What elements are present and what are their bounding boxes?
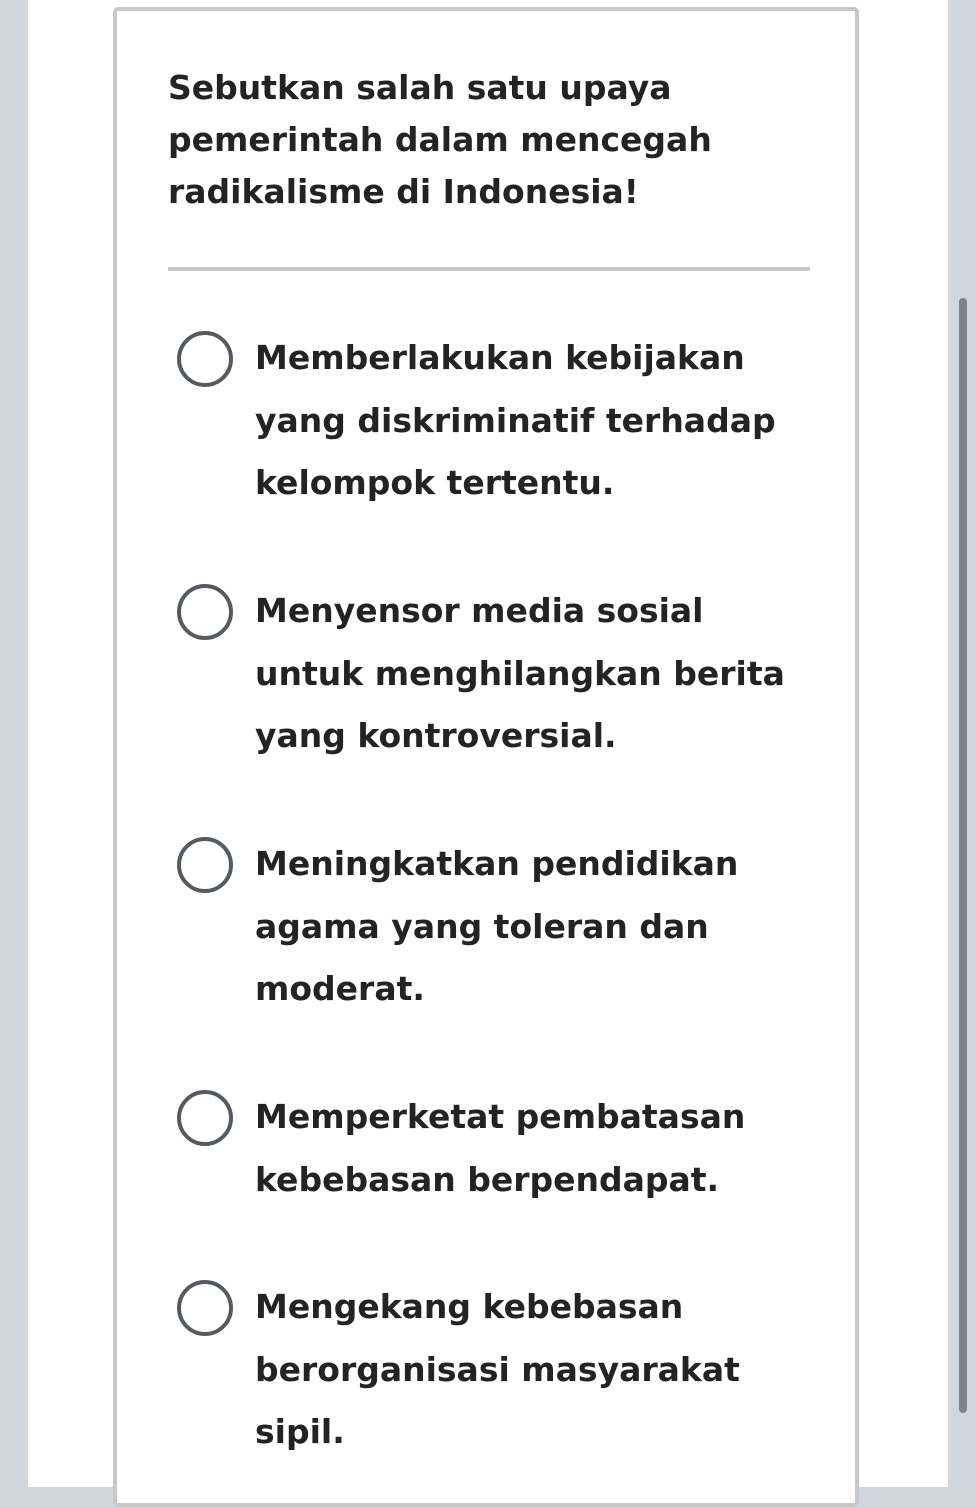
answer-option-label: Memberlakukan kebijakan yang diskriminatif terhadap kelompok tertentu. <box>255 338 776 502</box>
answer-option-4[interactable] <box>168 1086 808 1286</box>
scrollbar[interactable] <box>959 298 967 1413</box>
radio-button-icon[interactable] <box>177 584 233 640</box>
answer-option-3[interactable] <box>168 833 808 1033</box>
radio-button-icon[interactable] <box>177 331 233 387</box>
answer-option-label: Menyensor media sosial untuk menghilangkan berita yang kontroversial. <box>255 591 785 755</box>
radio-button-icon[interactable] <box>177 837 233 893</box>
answer-option-5[interactable] <box>168 1276 808 1476</box>
question-text: Sebutkan salah satu upaya pemerintah dalam mencegah radikalisme di Indonesia! <box>168 68 712 211</box>
answer-option-label: Memperketat pembatasan kebebasan berpendapat. <box>255 1097 746 1199</box>
divider <box>168 267 810 271</box>
answer-option-label: Mengekang kebebasan berorganisasi masyarakat sipil. <box>255 1287 740 1451</box>
radio-button-icon[interactable] <box>177 1280 233 1336</box>
answer-option-2[interactable] <box>168 580 808 780</box>
radio-button-icon[interactable] <box>177 1090 233 1146</box>
answer-option-label: Meningkatkan pendidikan agama yang toleran dan moderat. <box>255 844 739 1008</box>
answer-option-1[interactable] <box>168 327 808 527</box>
